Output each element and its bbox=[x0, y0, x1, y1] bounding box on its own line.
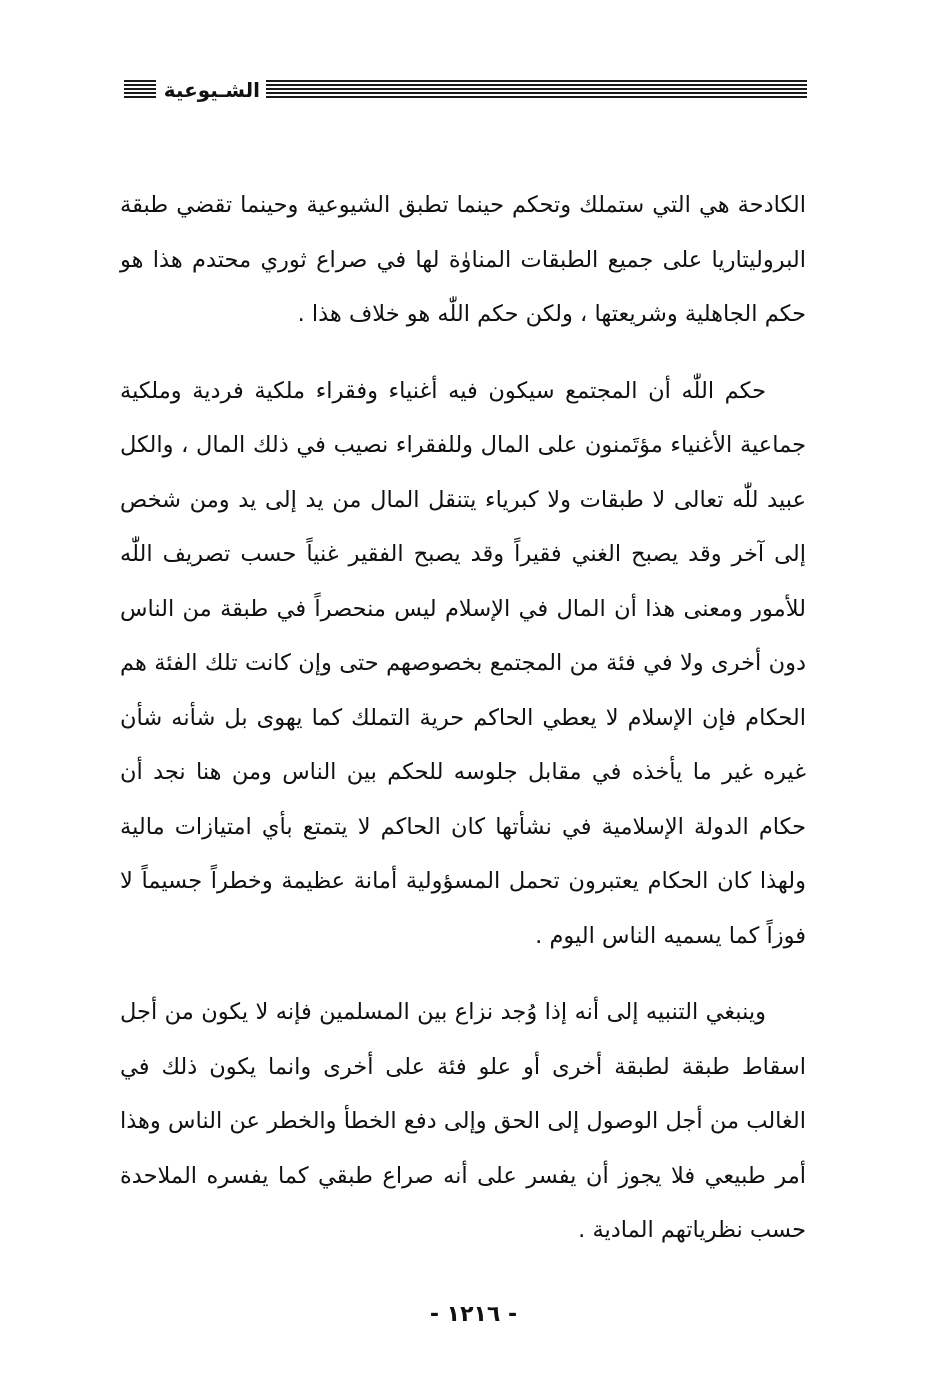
running-header bbox=[124, 76, 807, 104]
page-number: - ١٢١٦ - bbox=[429, 1302, 518, 1327]
paragraph-1: الكادحة هي التي ستملك وتحكم حينما تطبق الشيوعية وحينما تقضي طبقة البروليتاريا على جميع الطبقات المناوٰة لها في صراع ثوري محتدم هذا هو حكم الجاهلية وشريعتها ، ولكن حكم اللّٰه هو خلاف هذا . bbox=[120, 192, 806, 327]
header-rule-left bbox=[124, 80, 156, 100]
body-text bbox=[120, 178, 806, 1258]
header-rule-right bbox=[266, 80, 807, 100]
paragraph-3: وينبغي التنبيه إلى أنه إذا وُجد نزاع بين المسلمين فإنه لا يكون من أجل اسقاط طبقة لطبقة أخرى أو علو فئة على أخرى وانما يكون ذلك في الغالب من أجل الوصول إلى الحق وإلى دفع الخطأ والخطر عن الناس وهذا أمر طبيعي فلا يجوز أن يفسر على أنه صراع طبقي كما يفسره الملاحدة حسب نظرياتهم المادية . bbox=[120, 999, 806, 1243]
header-title: الشـيوعية bbox=[163, 78, 260, 102]
paragraph-2: حكم اللّٰه أن المجتمع سيكون فيه أغنياء وفقراء ملكية فردية وملكية جماعية الأغنياء مؤتَمنون على المال وللفقراء نصيب في ذلك المال ، والكل عبيد للّٰه تعالى لا طبقات ولا كبرياء يتنقل المال من يد إلى يد ومن شخص إلى آخر وقد يصبح الغني فقيراً وقد يصبح الفقير غنياً حسب تصريف اللّٰه للأمور ومعنى هذا أن المال في الإسلام ليس منحصراً في طبقة من الناس دون أخرى ولا في فئة من المجتمع بخصوصهم حتى وإن كانت تلك الفئة هم الحكام فإن الإسلام لا يعطي الحاكم حرية التملك كما يهوى بل شأنه شأن غيره غير ما يأخذه في مقابل جلوسه للحكم بين الناس ومن هنا نجد أن حكام الدولة الإسلامية في نشأتها كان الحاكم لا يتمتع بأي امتيازات مالية ولهذا كان الحكام يعتبرون تحمل المسؤولية أمانة عظيمة وخطراً جسيماً لا فوزاً كما يسميه الناس اليوم . bbox=[120, 377, 806, 949]
